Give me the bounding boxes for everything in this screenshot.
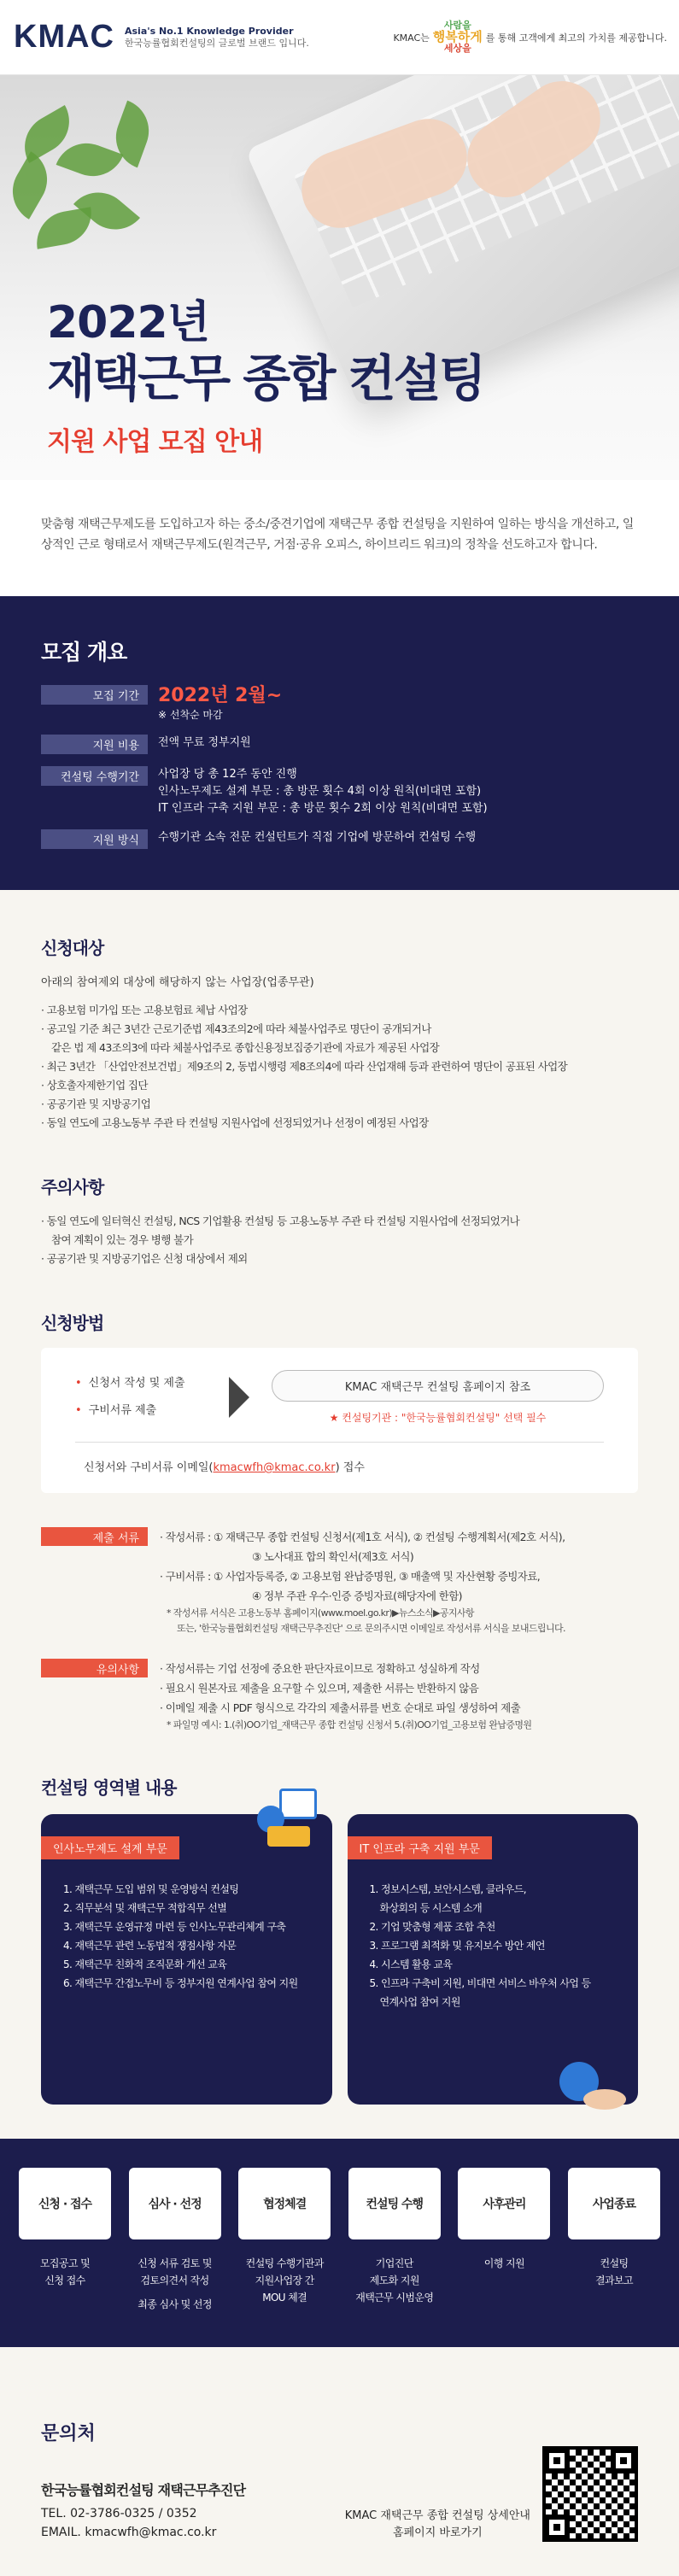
cost-label: 지원 비용 [41, 735, 148, 754]
step-desc: 재택근무 시범운영 [355, 2292, 434, 2304]
step-desc: 컨설팅 [600, 2257, 629, 2269]
contact-section [0, 2347, 679, 2576]
list-item: 3. 재택근무 운영규정 마련 등 인사노무관리체계 구축 [63, 1921, 286, 1933]
period-note: ※ 선착순 마감 [158, 709, 223, 721]
step-desc: 신청 접수 [44, 2274, 85, 2286]
apply-step: • 신청서 작성 및 제출 [75, 1370, 220, 1397]
apply-title: 신청방법 [41, 1313, 104, 1333]
step-title: 사후관리 [458, 2168, 550, 2239]
consultant-icon [257, 1789, 317, 1848]
list-item: 화상회의 등 시스템 소개 [379, 1902, 483, 1914]
qr-code-icon[interactable] [542, 2446, 638, 2542]
email-pre: 신청서와 구비서류 이메일( [84, 1461, 214, 1474]
recruitment-overview [0, 596, 679, 890]
tagline-korean: 한국능률협회컨설팅의 글로벌 브랜드 입니다. [124, 37, 309, 49]
duration-label: 컨설팅 수행기간 [41, 766, 148, 786]
duration-value: 사업장 당 총 12주 동안 진행 [158, 768, 297, 781]
overview-row-method [41, 829, 638, 849]
method-label: 지원 방식 [41, 829, 148, 849]
eligibility-list [41, 1001, 638, 1133]
list-item: · 동일 연도에 일터혁신 컨설팅, NCS 기업활용 컨설팅 등 고용노동부 주관 타 컨설팅 지원사업에 선정되었거나 [41, 1215, 520, 1227]
notice-label: 유의사항 [41, 1659, 148, 1677]
list-item: 참여 계획이 있는 경우 병행 불가 [51, 1233, 194, 1246]
period-label: 모집 기간 [41, 685, 148, 705]
caution-list [41, 1212, 638, 1268]
apply-box [41, 1348, 638, 1493]
slogan-post: 를 통해 고객에게 최고의 가치를 제공합니다. [485, 32, 667, 44]
slogan-pre: KMAC는 [393, 32, 430, 44]
email-post: ) 접수 [335, 1461, 365, 1474]
notice-line: · 필요시 원본자료 제출을 요구할 수 있으며, 제출한 서류는 반환하지 않음 [160, 1682, 479, 1695]
notice-line: · 작성서류는 기업 선정에 중요한 판단자료이므로 정확하고 성실하게 작성 [160, 1662, 480, 1675]
process-steps [0, 2139, 679, 2347]
documents-label: 제출 서류 [41, 1527, 148, 1546]
notice-line: · 이메일 제출 시 PDF 형식으로 각각의 제출서류를 번호 순대로 파일 생성하여 제출 [160, 1701, 521, 1714]
overview-row-cost [41, 735, 638, 754]
list-item: 5. 인프라 구축비 지원, 비대면 서비스 바우처 사업 등 [369, 1977, 591, 1989]
eligibility-title: 신청대상 [41, 938, 104, 958]
step-title: 사업종료 [568, 2168, 660, 2239]
list-item: · 고용보험 미가입 또는 고용보험료 체납 사업장 [41, 1004, 248, 1016]
process-step [568, 2168, 660, 2313]
tagline-english: Asia's No.1 Knowledge Provider [124, 25, 294, 37]
documents-line: · 작성서류 : ① 재택근무 종합 컨설팅 신청서(제1호 서식), ② 컨설팅 수행계획서(제2호 서식), [160, 1531, 565, 1543]
step-title: 심사 · 선정 [129, 2168, 221, 2239]
step-desc: 지원사업장 간 [255, 2274, 314, 2286]
list-item: · 상호출자제한기업 집단 [41, 1079, 148, 1092]
process-step [19, 2168, 111, 2313]
apply-steps [75, 1370, 220, 1425]
list-item: · 최근 3년간 「산업안전보건법」제9조의 2, 동법시행령 제8조의4에 따라 산업재해 등과 관련하여 명단이 공표된 사업장 [41, 1060, 568, 1073]
contact-email[interactable]: EMAIL. kmacwfh@kmac.co.kr [41, 2526, 217, 2539]
documents-line: ③ 노사대표 합의 확인서(제3호 서식) [252, 1550, 414, 1563]
process-step [348, 2168, 441, 2313]
list-item: 1. 정보시스템, 보안시스템, 클라우드, [369, 1883, 526, 1895]
step-desc: 모집공고 및 [39, 2257, 91, 2269]
hero-subtitle: 지원 사업 모집 안내 [47, 427, 263, 457]
list-item: 4. 재택근무 관련 노동법적 쟁점사항 자문 [63, 1940, 237, 1952]
list-item: 3. 프로그램 최적화 및 유지보수 방안 제언 [369, 1940, 545, 1952]
slogan-badge-line-2: 행복하게 [432, 29, 483, 44]
arrow-right-icon [229, 1377, 249, 1418]
step-title: 협정체결 [238, 2168, 331, 2239]
overview-title: 모집 개요 [41, 640, 127, 664]
consulting-areas [41, 1814, 638, 2105]
slogan [393, 20, 667, 54]
area-it [348, 1814, 639, 2105]
period-value: 2022년 2월~ [158, 685, 283, 706]
qr-caption: KMAC 재택근무 종합 컨설팅 상세안내 [344, 2509, 530, 2522]
plant-image [0, 101, 179, 289]
areas-title: 컨설팅 영역별 내용 [41, 1777, 177, 1798]
slogan-badge-line-1: 사람을 [443, 20, 471, 31]
qr-caption: 홈페이지 바로가기 [393, 2526, 483, 2539]
brand[interactable] [14, 19, 309, 56]
slogan-badge [433, 20, 483, 54]
apply-note: ★ 컨설팅기관 : "한국능률협회컨설팅" 선택 필수 [329, 1412, 547, 1424]
list-item: 4. 시스템 활용 교육 [369, 1958, 453, 1970]
cost-value: 전액 무료 정부지원 [158, 736, 251, 749]
overview-row-period [41, 685, 638, 723]
area-it-tab: IT 인프라 구축 지원 부문 [348, 1836, 492, 1859]
documents-line: ④ 정부 주관 우수·인증 증빙자료(해당자에 한함) [252, 1590, 462, 1602]
hero-text [47, 297, 484, 458]
list-item: · 공고일 기준 최근 3년간 근로기준법 제43조의2에 따라 체불사업주로 명단이 공개되거나 [41, 1022, 431, 1035]
list-item: · 동일 연도에 고용노동부 주관 타 컨설팅 지원사업에 선정되었거나 선정이 예정된 사업장 [41, 1116, 429, 1129]
step-title: 신청 · 접수 [19, 2168, 111, 2239]
step-desc: 신청 서류 검토 및 [138, 2257, 212, 2269]
overview-row-duration [41, 766, 638, 817]
list-item: 2. 기업 맞춤형 제품 조합 추천 [369, 1921, 495, 1933]
documents-row [41, 1527, 638, 1636]
email-link[interactable]: kmacwfh@kmac.co.kr [213, 1461, 336, 1474]
process-step [129, 2168, 221, 2313]
list-item: 1. 재택근무 도입 범위 및 운영방식 컨설팅 [63, 1883, 239, 1895]
list-item: 6. 재택근무 간접노무비 등 정부지원 연계사업 참여 지원 [63, 1977, 298, 1989]
contact-title: 문의처 [41, 2423, 96, 2444]
step-desc: 최종 심사 및 선정 [138, 2298, 212, 2310]
process-step [238, 2168, 331, 2313]
homepage-button[interactable]: KMAC 재택근무 컨설팅 홈페이지 참조 [272, 1370, 604, 1402]
notice-row [41, 1659, 638, 1733]
list-item: 2. 직무분석 및 재택근무 적합직무 선별 [63, 1902, 227, 1914]
caution-title: 주의사항 [41, 1177, 104, 1197]
step-desc: 결과보고 [594, 2274, 633, 2286]
documents-note: 또는, '한국능률협회컨설팅 재택근무추진단' 으로 문의주시면 이메일로 작성서류 서식을 보내드립니다. [177, 1623, 565, 1634]
step-desc: 제도화 지원 [369, 2274, 419, 2286]
process-step [458, 2168, 550, 2313]
contact-name: 한국능률협회컨설팅 재택근무추진단 [41, 2482, 246, 2498]
contact-tel[interactable]: TEL. 02-3786-0325 / 0352 [41, 2507, 197, 2520]
documents-note: * 작성서류 서식은 고용노동부 홈페이지(www.moel.go.kr)▶뉴스소식▶공지사항 [167, 1607, 474, 1619]
hero-year: 2022년 [47, 297, 209, 348]
eligibility-lead: 아래의 참여제외 대상에 해당하지 않는 사업장(업종무관) [41, 976, 314, 989]
step-desc: MOU 체결 [262, 2292, 307, 2304]
step-title: 컨설팅 수행 [348, 2168, 441, 2239]
slogan-badge-line-3: 세상을 [443, 43, 471, 54]
area-hr-tab: 인사노무제도 설계 부문 [41, 1836, 179, 1859]
kmac-logo[interactable]: KMAC [14, 19, 114, 55]
step-desc: 이행 지원 [483, 2257, 524, 2269]
duration-it: IT 인프라 구축 지원 부문 : 총 방문 횟수 2회 이상 원칙(비대면 포함) [158, 802, 488, 815]
list-item: 연계사업 참여 지원 [379, 1996, 460, 2008]
documents-line: · 구비서류 : ① 사업자등록증, ② 고용보험 완납증명원, ③ 매출액 및 자산현황 증빙자료, [160, 1570, 541, 1583]
step-desc: 기업진단 [375, 2257, 413, 2269]
apply-email-line [75, 1458, 604, 1474]
list-item: 5. 재택근무 친화적 조직문화 개선 교육 [63, 1958, 227, 1970]
step-desc: 컨설팅 수행기관과 [245, 2257, 324, 2269]
step-desc: 검토의견서 작성 [140, 2274, 209, 2286]
list-item: · 공공기관 및 지방공기업은 신청 대상에서 제외 [41, 1252, 248, 1265]
duration-hr: 인사노무제도 설계 부문 : 총 방문 횟수 4회 이상 원칙(비대면 포함) [158, 785, 482, 798]
intro-text: 맞춤형 재택근무제도를 도입하고자 하는 중소/중견기업에 재택근무 종합 컨설팅을 지원하여 일하는 방식을 개선하고, 일상적인 근로 형태로서 재택근무제도(원격근무, 거점·공유 오피스, 하이브리드 워크)의 정착을 선도하고자 합니다. [41, 518, 634, 552]
area-hr [41, 1814, 332, 2105]
method-value: 수행기관 소속 전문 컨설턴트가 직접 기업에 방문하여 컨설팅 수행 [158, 831, 477, 844]
brand-tagline [125, 26, 309, 50]
apply-step: • 구비서류 제출 [75, 1397, 220, 1425]
global-network-icon [559, 2062, 619, 2122]
list-item: 같은 법 제 43조의3에 따라 체불사업주로 종합신용정보집중기관에 자료가 제공된 사업장 [51, 1041, 440, 1054]
notice-example: * 파일명 예시: 1.(취)OO기업_재택근무 종합 컨설팅 신청서 5.(취)OO기업_고용보험 완납증명원 [167, 1719, 532, 1730]
main-content [0, 890, 679, 2139]
list-item: · 공공기관 및 지방공기업 [41, 1098, 151, 1110]
hero-title: 재택근무 종합 컨설팅 [47, 349, 484, 407]
hero-banner [0, 75, 679, 480]
top-header [0, 0, 679, 75]
